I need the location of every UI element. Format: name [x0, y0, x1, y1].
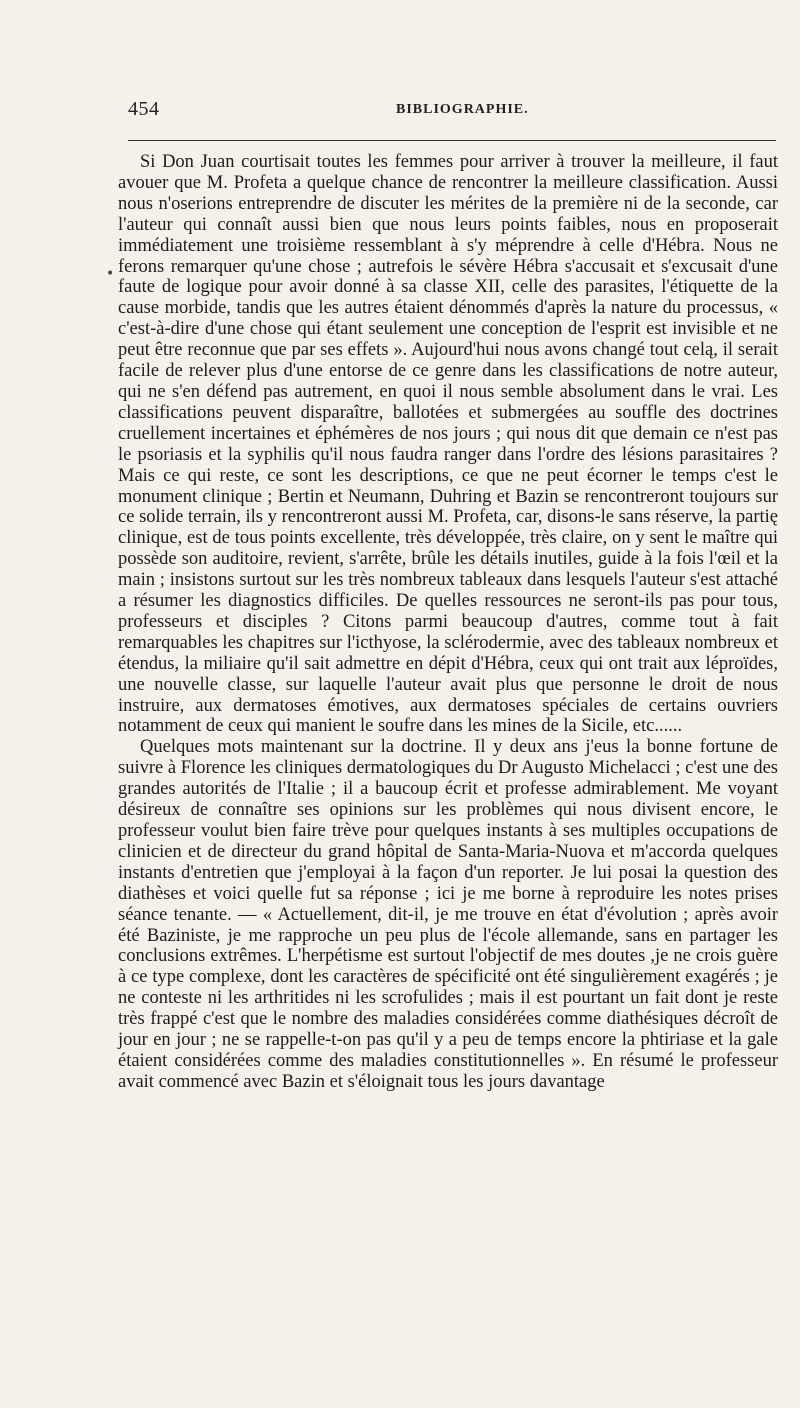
page-header — [128, 98, 778, 126]
running-head: BIBLIOGRAPHIE. — [396, 102, 529, 117]
page-number: 454 — [128, 98, 160, 120]
paragraph-2: Quelques mots maintenant sur la doctrine. Il y deux ans j'eus la bonne fortune de suivre à Florence les cliniques dermatologiques du Dr Augusto Michelacci ; c'est une des grandes autorités de l'Italie ; il a baucoup écrit et professe admirablement. Me voyant désireux de connaître ses opinions sur les problèmes qui nous divisent encore, le professeur voulut bien faire trève pour quelques instants à ses multiples occupations de clinicien et de directeur du grand hôpital de Santa-Maria-Nuova et m'accorda quelques instants d'entretien que j'employai à la façon d'un reporter. Je lui posai la question des diathèses et voici quelle fut sa réponse ; ici je me borne à reproduire les notes prises séance tenante. — « Actuellement, dit-il, je me trouve en état d'évolution ; après avoir été Baziniste, je me rapproche un peu plus de l'école allemande, sans en partager les conclusions extrêmes. L'herpétisme est surtout l'objectif de mes doutes ,je ne crois guère à ce type complexe, dont les caractères de spécificité ont été singulièrement exagérés ; je ne conteste ni les arthritides ni les scrofulides ; mais il est pourtant un fait dont je reste très frappé c'est que le nombre des maladies considérées comme diathésiques décroît de jour en jour ; ne se rappelle-t-on pas qu'il y a peu de temps encore la phtiriase et la gale étaient considérées comme des maladies constitutionnelles ». En résumé le professeur avait commencé avec Bazin et s'éloignait tous les jours davantage — [118, 737, 778, 1092]
body-text — [118, 152, 778, 1093]
paragraph-1: Si Don Juan courtisait toutes les femmes pour arriver à trouver la meilleure, il faut avouer que M. Profeta a quelque chance de rencontrer la meilleure classification. Aussi nous n'oserions entreprendre de discuter les mérites de la première ni de la seconde, car l'auteur qui connaît aussi bien que nous leurs points faibles, nous en proposerait immédiatement une troisième ressemblant à s'y méprendre à celle d'Hébra. Nous ne ferons remarquer qu'une chose ; autrefois le sévère Hébra s'accusait et s'excusait d'une faute de logique pour avoir donné à sa classe XII, celle des parasites, l'étiquette de la cause morbide, tandis que les autres étaient dénommés d'après la nature du processus, « c'est-à-dire d'une chose qui étant seulement une conception de l'esprit est invisible et ne peut être reconnue que par ses effets ». Aujourd'hui nous avons changé tout celą, il serait facile de relever plus d'une entorse de ce genre dans les classifications de notre auteur, qui ne s'en défend pas autrement, en quoi il nous semble absolument dans le vrai. Les classifications peuvent disparaître, ballotées et submergées au souffle des doctrines cruellement incertaines et éphémères de nos jours ; qui nous dit que demain ce n'est pas le psoriasis et la syphilis qu'il nous faudra ranger dans l'ordre des lésions parasitaires ? Mais ce qui reste, ce sont les descriptions, ce que ne peut écorner le temps c'est le monument clinique ; Bertin et Neumann, Duhring et Bazin se rencontreront toujours sur ce solide terrain, ils y rencontreront aussi M. Profeta, car, disons-le sans réserve, la partię clinique, est de tous points excellente, très développée, très claire, on y sent le maître qui possède son auditoire, revient, s'arrête, brûle les détails inutiles, guide à la fois l'œil et la main ; insistons surtout sur les très nombreux tableaux dans lesquels l'auteur s'est attaché a résumer les diagnostics difficiles. De quelles ressources ne seront-ils pas pour tous, professeurs et disciples ? Citons parmi beaucoup d'autres, comme tout à fait remarquables les chapitres sur l'icthyose, la sclérodermie, avec des tableaux nombreux et étendus, la miliaire qu'il sait admettre en dépit d'Hébra, ceux qui ont trait aux léproïdes, une nouvelle classe, sur laquelle l'auteur avait plus que personne le droit de nous instruire, aux dermatoses émotives, aux dermatoses spéciales de certains ouvriers notamment de ceux qui manient le soufre dans les mines de la Sicile, etc...... — [118, 152, 778, 737]
margin-mark: • — [106, 266, 115, 282]
header-rule — [128, 140, 776, 141]
